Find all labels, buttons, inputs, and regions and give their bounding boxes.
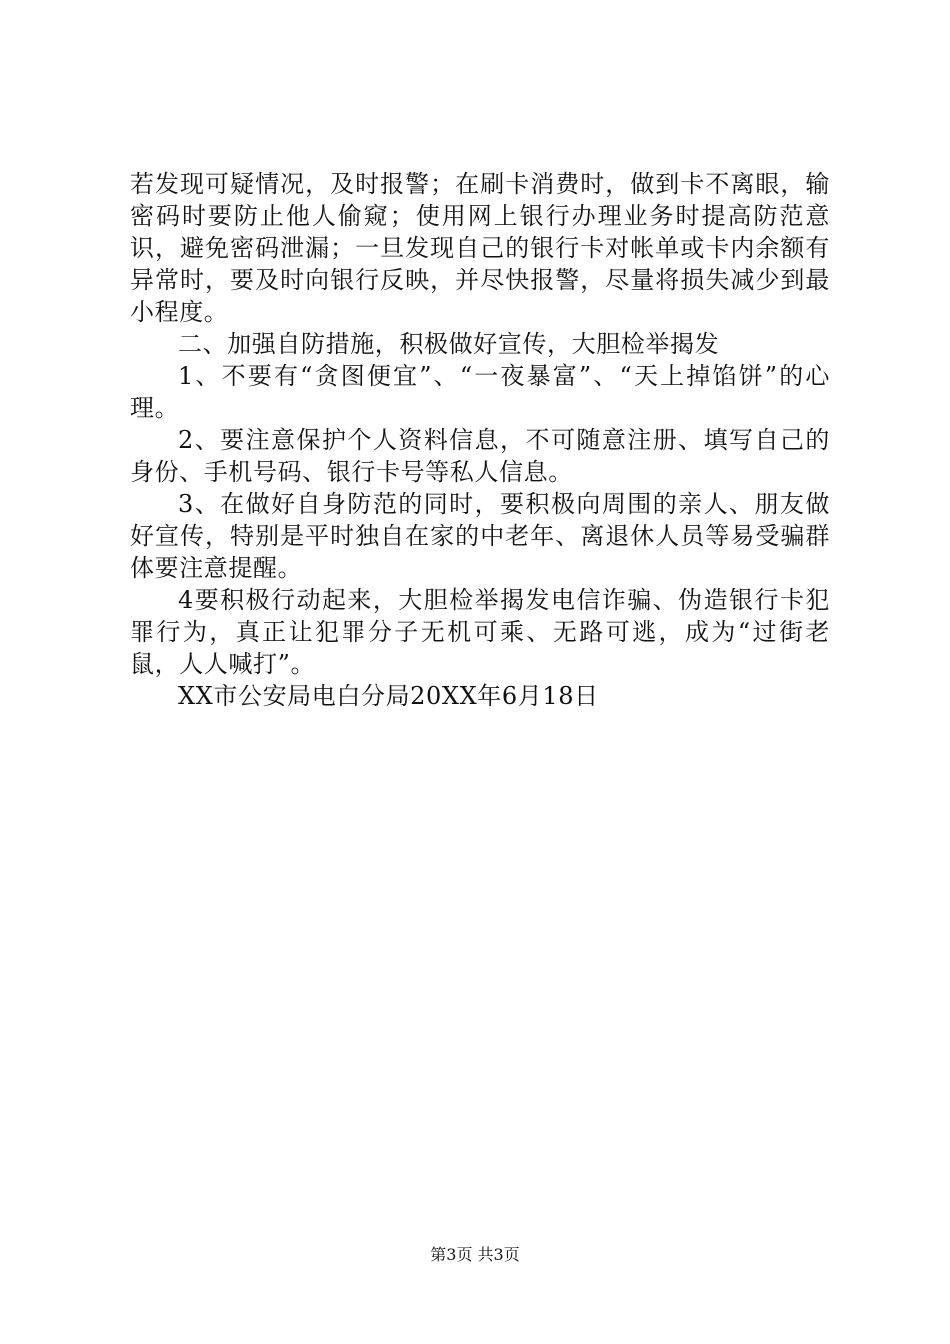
document-body [130, 168, 830, 712]
paragraph-item-3: 3、在做好自身防范的同时，要积极向周围的亲人、朋友做好宣传，特别是平时独自在家的中老年、离退休人员等易受骗群体要注意提醒。 [130, 490, 830, 582]
paragraph-item-2: 2、要注意保护个人资料信息，不可随意注册、填写自己的身份、手机号码、银行卡号等私人信息。 [130, 426, 830, 486]
paragraph-item-4: 4要积极行动起来，大胆检举揭发电信诈骗、伪造银行卡犯罪行为，真正让犯罪分子无机可乘、无路可逃，成为“过街老鼠，人人喊打”。 [130, 586, 830, 678]
signature-line: XX市公安局电白分局20XX年6月18日 [178, 682, 599, 710]
page-number-footer: 第3页 共3页 [430, 1245, 520, 1264]
paragraph-precaution-summary: 若发现可疑情况，及时报警；在刷卡消费时，做到卡不离眼，输密码时要防止他人偷窥；使用网上银行办理业务时提高防范意识，避免密码泄漏；一旦发现自己的银行卡对帐单或卡内余额有异常时，要及时向银行反映，并尽快报警，尽量将损失减少到最小程度。 [130, 170, 830, 326]
paragraph-item-1: 1、不要有“贪图便宜”、“一夜暴富”、“天上掉馅饼”的心理。 [130, 362, 830, 422]
section-heading-self-defense: 二、加强自防措施，积极做好宣传，大胆检举揭发 [178, 330, 720, 358]
